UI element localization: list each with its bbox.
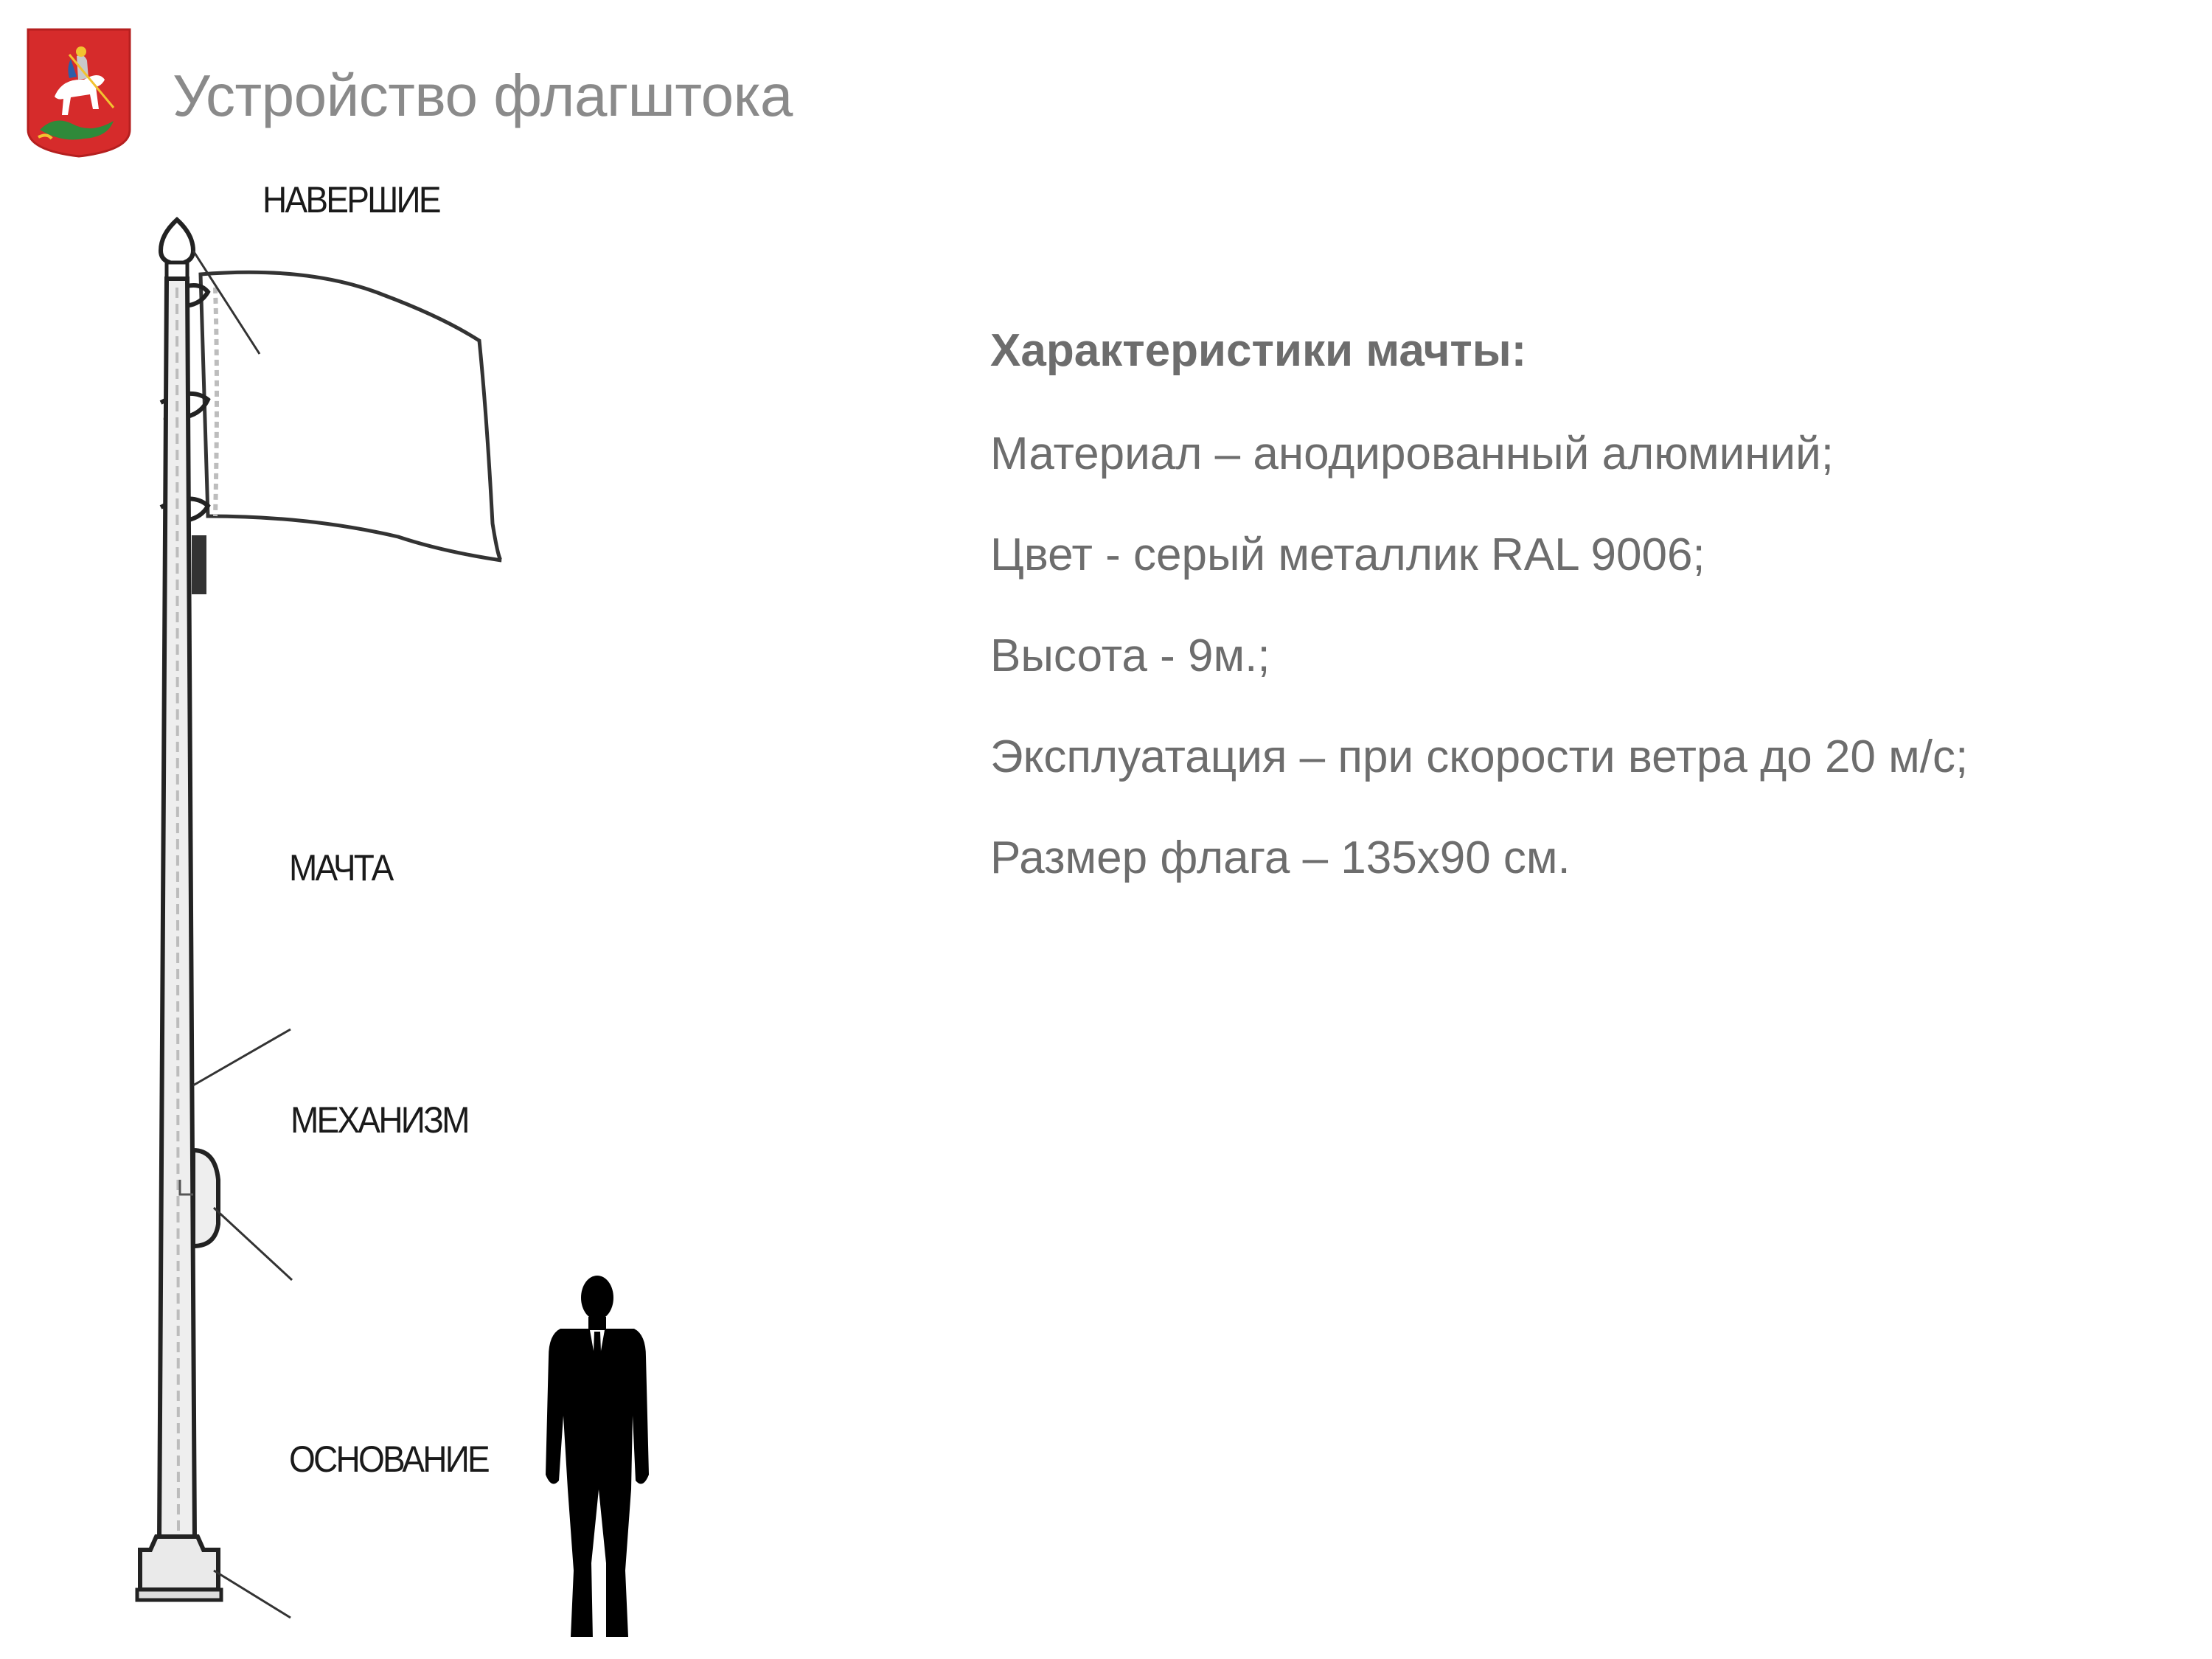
mechanism-label: МЕХАНИЗМ xyxy=(291,1099,468,1141)
mast-specifications xyxy=(990,324,2170,935)
spec-material: Материал – анодированный алюминий; xyxy=(990,428,1834,479)
spec-operation: Эксплуатация – при скорости ветра до 20 м/с; xyxy=(990,731,1969,782)
spec-color: Цвет - серый металлик RAL 9006; xyxy=(990,529,1705,580)
person-silhouette-icon xyxy=(546,1276,649,1637)
mast-label: МАЧТА xyxy=(289,847,392,888)
specs-heading: Характеристики мачты: xyxy=(990,325,1527,376)
base-label: ОСНОВАНИЕ xyxy=(289,1439,488,1480)
spec-height: Высота - 9м.; xyxy=(990,630,1270,681)
finial-label: НАВЕРШИЕ xyxy=(262,179,439,220)
moscow-oblast-coat-of-arms-icon xyxy=(25,27,133,158)
flagpole-icon xyxy=(0,147,737,1637)
spec-flag-size: Размер флага – 135х90 см. xyxy=(990,832,1571,883)
page-title: Устройство флагштока xyxy=(173,62,793,128)
flag-icon xyxy=(201,272,501,560)
